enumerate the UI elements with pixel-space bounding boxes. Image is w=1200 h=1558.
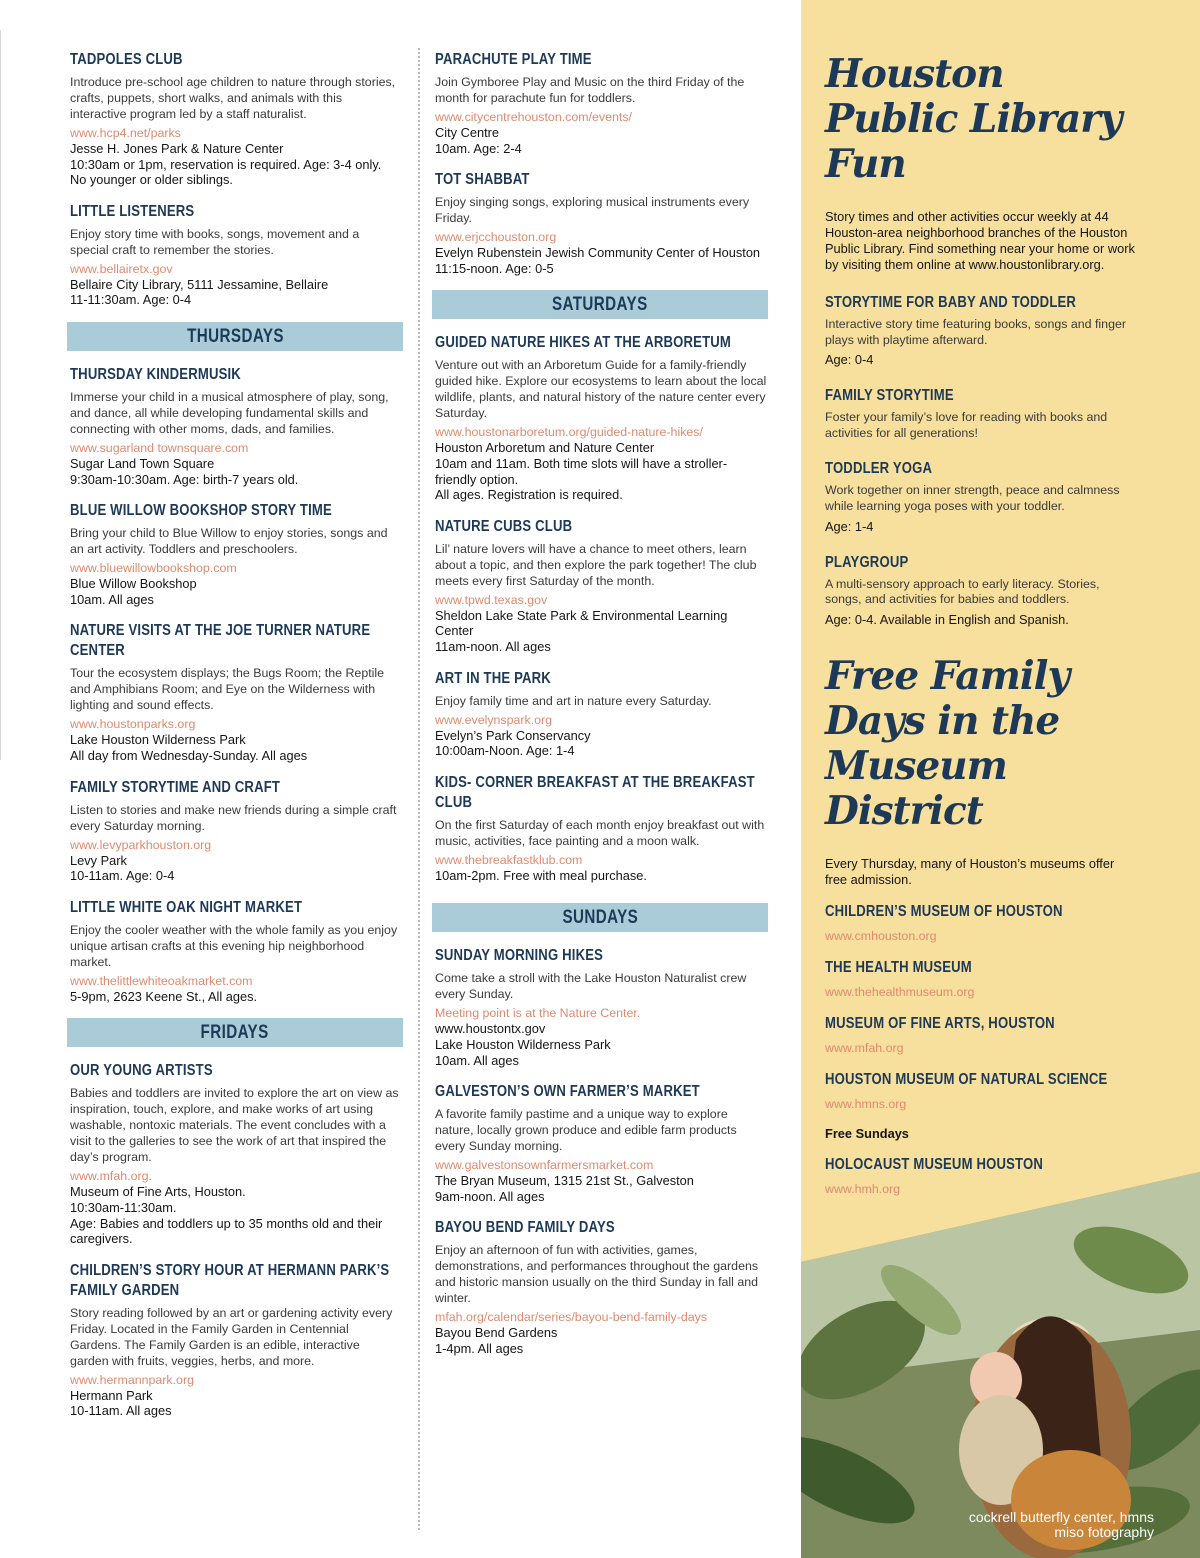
event-info: 10:30am or 1pm, reservation is required. Age: 3-4 only. No younger or older siblings.	[70, 156, 382, 188]
event-item	[70, 621, 400, 763]
event-link[interactable]: www.sugarland townsquare.com	[70, 440, 249, 455]
event-link[interactable]: www.mfah.org.	[70, 1169, 152, 1184]
events-top-left	[70, 50, 400, 308]
museum-link[interactable]: www.thehealthmuseum.org	[825, 984, 975, 999]
left-edge-line	[0, 30, 1, 760]
museum-link[interactable]: www.hmns.org	[825, 1096, 907, 1111]
event-link[interactable]: www.tpwd.texas.gov	[435, 592, 548, 607]
event-info: All day from Wednesday-Sunday. All ages	[70, 747, 308, 763]
event-item	[70, 501, 400, 607]
event-link[interactable]: www.bluewillowbookshop.com	[70, 561, 237, 576]
museum-title: Free Family Days in the Museum District	[825, 652, 1070, 834]
event-item	[70, 202, 400, 308]
photo-credit-line: miso fotography	[1054, 1524, 1154, 1540]
event-title: BLUE WILLOW BOOKSHOP STORY TIME	[70, 502, 332, 520]
library-event-title: TODDLER YOGA	[825, 460, 933, 478]
event-title: NATURE CUBS CLUB	[435, 517, 573, 535]
event-item	[435, 50, 767, 156]
column-divider	[418, 48, 420, 1530]
event-info: 10am. Age: 2-4	[435, 140, 522, 156]
event-info: Lake Houston Wilderness Park	[70, 732, 246, 748]
library-title: Houston Public Library Fun	[825, 51, 1122, 187]
event-info: Jesse H. Jones Park & Nature Center	[70, 141, 284, 156]
museum-name: HOUSTON MUSEUM OF NATURAL SCIENCE	[825, 1070, 1108, 1088]
museum-name: HOLOCAUST MUSEUM HOUSTON	[825, 1155, 1043, 1173]
event-link[interactable]: www.galvestonsownfarmersmarket.com	[435, 1158, 654, 1173]
event-info: Bellaire City Library, 5111 Jessamine, Bellaire	[70, 276, 329, 292]
event-title: ART IN THE PARK	[435, 669, 551, 687]
event-info: 11am-noon. All ages	[435, 638, 551, 654]
event-info: Sugar Land Town Square	[70, 455, 215, 471]
event-description: Babies and toddlers are invited to explore the art on view as inspiration, touch, explore, and make works of art using washable, nontoxic materials. The event concludes with a visit to the galleries to see the work of art that inspired the day’s program.	[70, 1086, 399, 1165]
event-info: Evelyn’s Park Conservancy	[435, 727, 591, 743]
event-title: THURSDAY KINDERMUSIK	[70, 365, 241, 383]
museum-item	[825, 958, 1135, 1000]
library-event-description: Foster your family’s love for reading with books and activities for all generations!	[825, 410, 1108, 440]
event-link[interactable]: www.thelittlewhiteoakmarket.com	[70, 973, 253, 988]
event-link[interactable]: www.erjcchouston.org	[435, 230, 557, 245]
library-event-title: PLAYGROUP	[825, 553, 909, 571]
event-description: Immerse your child in a musical atmosphere of play, song, and dance, all while developing fundamental skills and connecting with other moms, dads, and families.	[70, 389, 389, 436]
event-description: Enjoy family time and art in nature every Saturday.	[435, 693, 712, 708]
museum-link[interactable]: www.hmh.org	[825, 1181, 901, 1196]
day-band-label: SATURDAYS	[552, 294, 648, 316]
event-title: CHILDREN’S STORY HOUR AT HERMANN PARK’S FAMILY GARDEN	[70, 1261, 390, 1299]
library-event	[825, 386, 1135, 441]
museum-link[interactable]: www.cmhouston.org	[825, 928, 937, 943]
event-item	[70, 50, 400, 188]
events-fridays	[70, 1061, 400, 1419]
event-info: Age: Babies and toddlers up to 35 months old and their caregivers.	[70, 1215, 383, 1247]
event-link[interactable]: www.thebreakfastklub.com	[435, 852, 583, 867]
event-title: PARACHUTE PLAY TIME	[435, 51, 592, 68]
day-band-thursdays	[67, 322, 403, 351]
event-item	[435, 170, 767, 276]
event-item	[70, 898, 400, 1005]
library-event-description: Interactive story time featuring books, songs and finger plays with playtime afterward.	[825, 317, 1126, 347]
library-event	[825, 553, 1135, 628]
event-item	[435, 773, 767, 884]
event-title: LITTLE WHITE OAK NIGHT MARKET	[70, 898, 303, 916]
event-link[interactable]: www.evelynspark.org	[435, 712, 553, 727]
museum-name: MUSEUM OF FINE ARTS, HOUSTON	[825, 1014, 1055, 1032]
library-event-title: STORYTIME FOR BABY AND TODDLER	[825, 294, 1077, 311]
event-link[interactable]: Meeting point is at the Nature Center.	[435, 1006, 641, 1021]
event-link[interactable]: www.hermannpark.org	[70, 1372, 194, 1387]
event-info: 1-4pm. All ages	[435, 1340, 524, 1356]
event-description: Join Gymboree Play and Music on the third Friday of the month for parachute fun for toddlers.	[435, 75, 745, 105]
event-title: TOT SHABBAT	[435, 171, 530, 189]
event-info: City Centre	[435, 125, 500, 140]
event-description: Introduce pre-school age children to nature through stories, crafts, puppets, short walks, and animals with this interactive program led by a staff naturalist.	[70, 75, 396, 121]
sidebar-panel	[801, 0, 1200, 1558]
event-item	[435, 946, 767, 1068]
event-description: Enjoy an afternoon of fun with activities, games, demonstrations, and performances throughout the gardens and historic mansion usually on the third Sunday in fall and winter.	[435, 1243, 759, 1306]
event-info: Lake Houston Wilderness Park	[435, 1036, 611, 1052]
event-info: Evelyn Rubenstein Jewish Community Center of Houston	[435, 245, 761, 261]
event-link[interactable]: www.citycentrehouston.com/events/	[435, 110, 632, 124]
event-description: On the first Saturday of each month enjoy breakfast out with music, activities, face painting and a moon walk.	[435, 817, 765, 848]
event-info: www.houstontx.gov	[435, 1021, 546, 1037]
event-info: Hermann Park	[70, 1387, 153, 1403]
event-link[interactable]: www.houstonarboretum.org/guided-nature-hikes/	[435, 425, 703, 440]
event-item	[70, 778, 400, 884]
museum-item	[825, 1155, 1135, 1197]
event-item	[435, 669, 767, 759]
column-left	[70, 50, 400, 1433]
event-info: Blue Willow Bookshop	[70, 576, 197, 592]
museum-item	[825, 902, 1135, 944]
event-title: BAYOU BEND FAMILY DAYS	[435, 1219, 615, 1237]
event-description: Enjoy the cooler weather with the whole family as you enjoy unique artisan crafts at this evening hip neighborhood market.	[70, 922, 398, 969]
event-title: LITTLE LISTENERS	[70, 202, 195, 220]
event-item	[435, 517, 767, 655]
free-sundays-label: Free Sundays	[825, 1125, 909, 1141]
event-item	[70, 1061, 400, 1246]
sidebar-content	[825, 52, 1135, 1211]
event-title: FAMILY STORYTIME AND CRAFT	[70, 778, 281, 796]
photo-credit-line: cockrell butterfly center, hmns	[968, 1509, 1154, 1525]
event-item	[435, 333, 767, 502]
event-title: NATURE VISITS AT THE JOE TURNER NATURE CENTER	[70, 622, 371, 660]
event-info: 10am. All ages	[70, 591, 154, 607]
event-title: GALVESTON’S OWN FARMER’S MARKET	[435, 1083, 700, 1101]
event-link[interactable]: mfah.org/calendar/series/bayou-bend-family-days	[435, 1310, 708, 1325]
event-description: Tour the ecosystem displays; the Bugs Room; the Reptile and Amphibians Room; and Eye on the Wilderness with lighting and sound effects.	[70, 666, 385, 713]
museum-link[interactable]: www.mfah.org	[825, 1040, 904, 1055]
event-info: 5-9pm, 2623 Keene St., All ages.	[70, 988, 258, 1004]
event-info: Levy Park	[70, 852, 127, 868]
day-band-label: THURSDAYS	[186, 325, 284, 347]
event-info: 11:15-noon. Age: 0-5	[435, 260, 554, 276]
event-description: Lil’ nature lovers will have a chance to meet others, learn about a topic, and then explore the park together! The club meets every first Saturday of the month.	[435, 541, 757, 588]
event-info: 10am. All ages	[435, 1052, 519, 1068]
day-band-fridays	[67, 1018, 403, 1047]
event-item	[435, 1082, 767, 1204]
event-info: All ages. Registration is required.	[435, 487, 623, 503]
event-info: 10-11am. Age: 0-4	[70, 868, 175, 884]
event-description: A favorite family pastime and a unique way to explore nature, locally grown produce and edible farm products every Sunday morning.	[435, 1107, 737, 1154]
event-info: 11-11:30am. Age: 0-4	[70, 292, 192, 308]
event-item	[70, 1261, 400, 1419]
event-info: 9am-noon. All ages	[435, 1188, 545, 1204]
library-event	[825, 459, 1135, 534]
event-item	[435, 1218, 767, 1356]
event-title: OUR YOUNG ARTISTS	[70, 1062, 213, 1080]
event-description: Bring your child to Blue Willow to enjoy stories, songs and an art activity. Toddlers and preschoolers.	[70, 526, 388, 557]
events-saturdays	[435, 333, 767, 883]
event-title: TADPOLES CLUB	[70, 51, 183, 68]
museum-name: CHILDREN’S MUSEUM OF HOUSTON	[825, 902, 1063, 920]
event-info: 10:00am-Noon. Age: 1-4	[435, 743, 575, 759]
event-info: Bayou Bend Gardens	[435, 1325, 558, 1341]
column-middle	[435, 50, 767, 1370]
event-link[interactable]: www.bellairetx.gov	[70, 261, 173, 276]
library-event-description: Work together on inner strength, peace and calmness while learning yoga poses with your toddler.	[825, 483, 1120, 513]
event-description: Enjoy story time with books, songs, movement and a special craft to remember the stories.	[70, 226, 360, 257]
event-info: 10:30am-11:30am.	[70, 1199, 177, 1215]
event-description: Story reading followed by an art or gardening activity every Friday. Located in the Family Garden in Centennial Gardens. The Family Garden is an edible, interactive garden with fruits, veggies, herbs, and more.	[70, 1305, 393, 1368]
event-info: Houston Arboretum and Nature Center	[435, 440, 655, 456]
event-info: 10am and 11am. Both time slots will have a stroller-friendly option.	[435, 455, 728, 487]
event-link[interactable]: www.hcp4.net/parks	[70, 126, 181, 140]
library-intro: Story times and other activities occur weekly at 44 Houston-area neighborhood branches of the Houston Public Library. Find something near your home or work by visiting them online at www.houstonlibrary.org.	[825, 209, 1135, 272]
event-info: Museum of Fine Arts, Houston.	[70, 1184, 246, 1200]
day-band-label: SUNDAYS	[562, 907, 638, 929]
day-band-saturdays	[432, 290, 768, 319]
event-description: Venture out with an Arboretum Guide for a family-friendly guided hike. Explore our ecosystems to learn about the local wildlife, plants, and natural history of the nature center every Saturday.	[435, 358, 767, 421]
events-sundays	[435, 946, 767, 1356]
museum-name: THE HEALTH MUSEUM	[825, 958, 972, 976]
event-info: 10am-2pm. Free with meal purchase.	[435, 867, 647, 883]
events-thursdays	[70, 365, 400, 1004]
event-info: Sheldon Lake State Park & Environmental Learning Center	[435, 607, 728, 639]
event-title: KIDS- CORNER BREAKFAST AT THE BREAKFAST CLUB	[435, 773, 755, 811]
event-description: Come take a stroll with the Lake Houston Naturalist crew every Sunday.	[435, 971, 747, 1002]
library-event-age: Age: 0-4. Available in English and Spanish.	[825, 611, 1069, 627]
museum-item	[825, 1014, 1135, 1056]
day-band-label: FRIDAYS	[200, 1022, 270, 1044]
event-item	[70, 365, 400, 487]
photo-credit	[969, 1510, 1154, 1540]
events-top-middle	[435, 50, 767, 276]
day-band-sundays	[432, 903, 768, 932]
event-info: 10-11am. All ages	[70, 1403, 172, 1419]
event-link[interactable]: www.levyparkhouston.org	[70, 837, 212, 852]
museum-item	[825, 1070, 1135, 1112]
event-link[interactable]: www.houstonparks.org	[70, 717, 196, 732]
library-events	[825, 293, 1135, 628]
library-event-title: FAMILY STORYTIME	[825, 387, 954, 405]
event-info: The Bryan Museum, 1315 21st St., Galveston	[435, 1173, 694, 1189]
museum-intro: Every Thursday, many of Houston’s museums offer free admission.	[825, 855, 1115, 887]
library-event-age: Age: 0-4	[825, 352, 874, 368]
library-event-age: Age: 1-4	[825, 518, 874, 534]
event-description: Enjoy singing songs, exploring musical instruments every Friday.	[435, 195, 750, 226]
event-title: GUIDED NATURE HIKES AT THE ARBORETUM	[435, 334, 732, 352]
museum-list	[825, 902, 1135, 1112]
library-event	[825, 293, 1135, 368]
event-title: SUNDAY MORNING HIKES	[435, 947, 604, 965]
library-event-description: A multi-sensory approach to early literacy. Stories, songs, and activities for babies and toddlers.	[825, 576, 1100, 607]
event-description: Listen to stories and make new friends during a simple craft every Saturday morning.	[70, 802, 397, 833]
event-info: 9:30am-10:30am. Age: birth-7 years old.	[70, 471, 299, 487]
